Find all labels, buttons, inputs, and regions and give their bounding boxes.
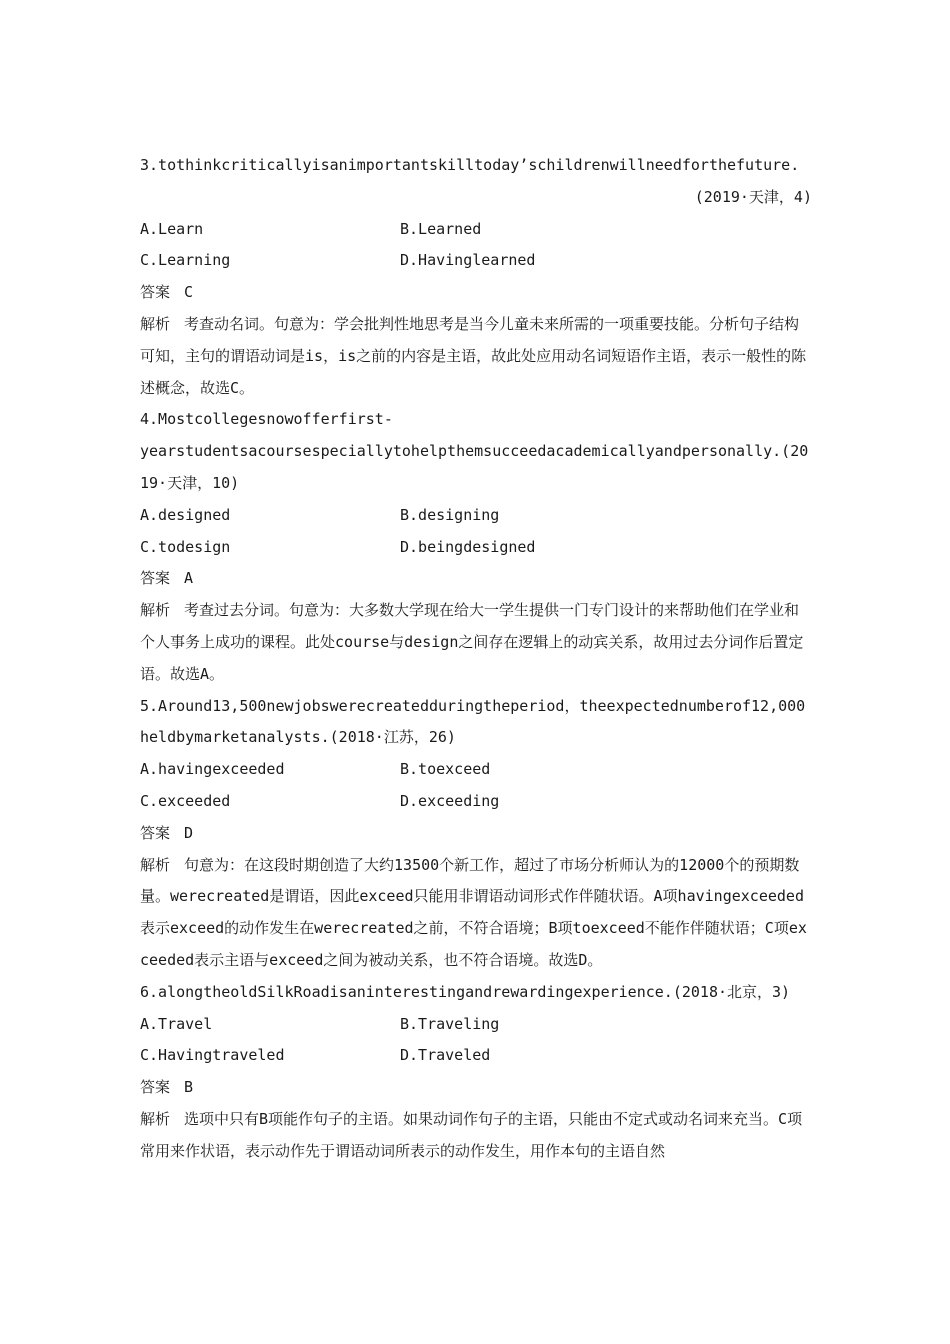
analysis-label: 解析 (140, 601, 171, 620)
question-3-stem: 3.tothinkcriticallyisanimportantskilltoday’schildrenwillneedforthefuture. (140, 156, 800, 174)
question-3-option-c: C.Learning (140, 251, 231, 270)
question-6-analysis (140, 1104, 812, 1168)
answer-label: 答案 (140, 823, 171, 842)
question-4-stem-line-2: yearstudentsacoursespeciallytohelpthemsucceedacademicallyandpersonally.(2019·天津，10) (140, 442, 809, 492)
analysis-text: 考查过去分词。句意为：大多数大学现在给大一学生提供一门专门设计的来帮助他们在学业和个人事务上成功的课程。此处course与design之间存在逻辑上的动宾关系，故用过去分词作后置定语。故选A。 (140, 601, 804, 683)
answer-label: 答案 (140, 283, 171, 302)
answer-value: A (184, 569, 194, 588)
question-5-stem: 5.Around13,500newjobswerecreatedduringtheperiod，theexpectednumberof12,000heldbymarketanalysts.(2018·江苏，26) (140, 696, 806, 747)
analysis-text: 考查动名词。句意为：学会批判性地思考是当今儿童未来所需的一项重要技能。分析句子结构可知，主句的谓语动词是is，is之前的内容是主语，故此处应用动名词短语作主语，表示一般性的陈述概念，故选C。 (140, 314, 807, 397)
question-3-answer (140, 277, 812, 309)
analysis-label: 解析 (140, 855, 171, 874)
answer-label: 答案 (140, 1078, 171, 1097)
answer-value: B (184, 1078, 194, 1097)
question-4-answer (140, 563, 812, 595)
question-3-options-row-2 (140, 245, 812, 277)
question-4-stem-line-1: 4.Mostcollegesnowofferfirst- (140, 410, 393, 429)
question-4-option-b: B.designing (400, 505, 500, 524)
analysis-text: 选项中只有B项能作句子的主语。如果动词作句子的主语，只能由不定式或动名词来充当。C项常用来作状语，表示动作先于谓语动词所表示的动作发生，用作本句的主语自然 (140, 1109, 803, 1160)
question-3-analysis (140, 309, 812, 404)
analysis-label: 解析 (140, 1109, 171, 1128)
question-3-source: (2019·天津，4) (694, 187, 812, 206)
question-4-option-a: A.designed (140, 505, 231, 524)
question-6-answer (140, 1072, 812, 1104)
question-5-options-row-2 (140, 786, 812, 818)
question-5-option-c: C.exceeded (140, 791, 231, 810)
question-6-option-a: A.Travel (140, 1014, 213, 1033)
question-6-stem: 6.alongtheoldSilkRoadisaninterestingandrewardingexperience.(2018·北京，3) (140, 982, 791, 1001)
analysis-label: 解析 (140, 314, 171, 333)
question-6-option-c: C.Havingtraveled (140, 1046, 285, 1065)
question-6-options-row-2 (140, 1040, 812, 1072)
question-5-options-row-1 (140, 754, 812, 786)
answer-label: 答案 (140, 569, 171, 588)
answer-value: C (184, 283, 194, 302)
question-6-options-row-1 (140, 1009, 812, 1041)
question-5-answer (140, 818, 812, 850)
question-5-analysis (140, 850, 812, 977)
question-3-option-a: A.Learn (140, 219, 204, 238)
question-4-option-c: C.todesign (140, 537, 231, 556)
question-4-option-d: D.beingdesigned (400, 537, 536, 556)
question-4-options-row-1 (140, 500, 812, 532)
document-page (140, 150, 812, 1168)
question-6-option-b: B.Traveling (400, 1014, 500, 1033)
question-3-option-d: D.Havinglearned (400, 251, 536, 270)
question-5-option-a: A.havingexceeded (140, 760, 285, 779)
question-4-analysis (140, 595, 812, 690)
answer-value: D (184, 823, 194, 842)
question-5-option-b: B.toexceed (400, 760, 491, 779)
question-3-options-row-1 (140, 214, 812, 246)
analysis-text: 句意为：在这段时期创造了大约13500个新工作，超过了市场分析师认为的12000个的预期数量。werecreated是谓语，因此exceed只能用非谓语动词形式作伴随状语。A项havingexceeded表示exceed的动作发生在werecreated之前，不符合语境；B项toexceed不能作伴随状语；C项exceeded表示主语与exceed之间为被动关系，也不符合语境。故选D。 (140, 855, 807, 969)
question-6-option-d: D.Traveled (400, 1046, 491, 1065)
question-5-option-d: D.exceeding (400, 791, 500, 810)
question-4-options-row-2 (140, 532, 812, 564)
question-3-option-b: B.Learned (400, 219, 482, 238)
